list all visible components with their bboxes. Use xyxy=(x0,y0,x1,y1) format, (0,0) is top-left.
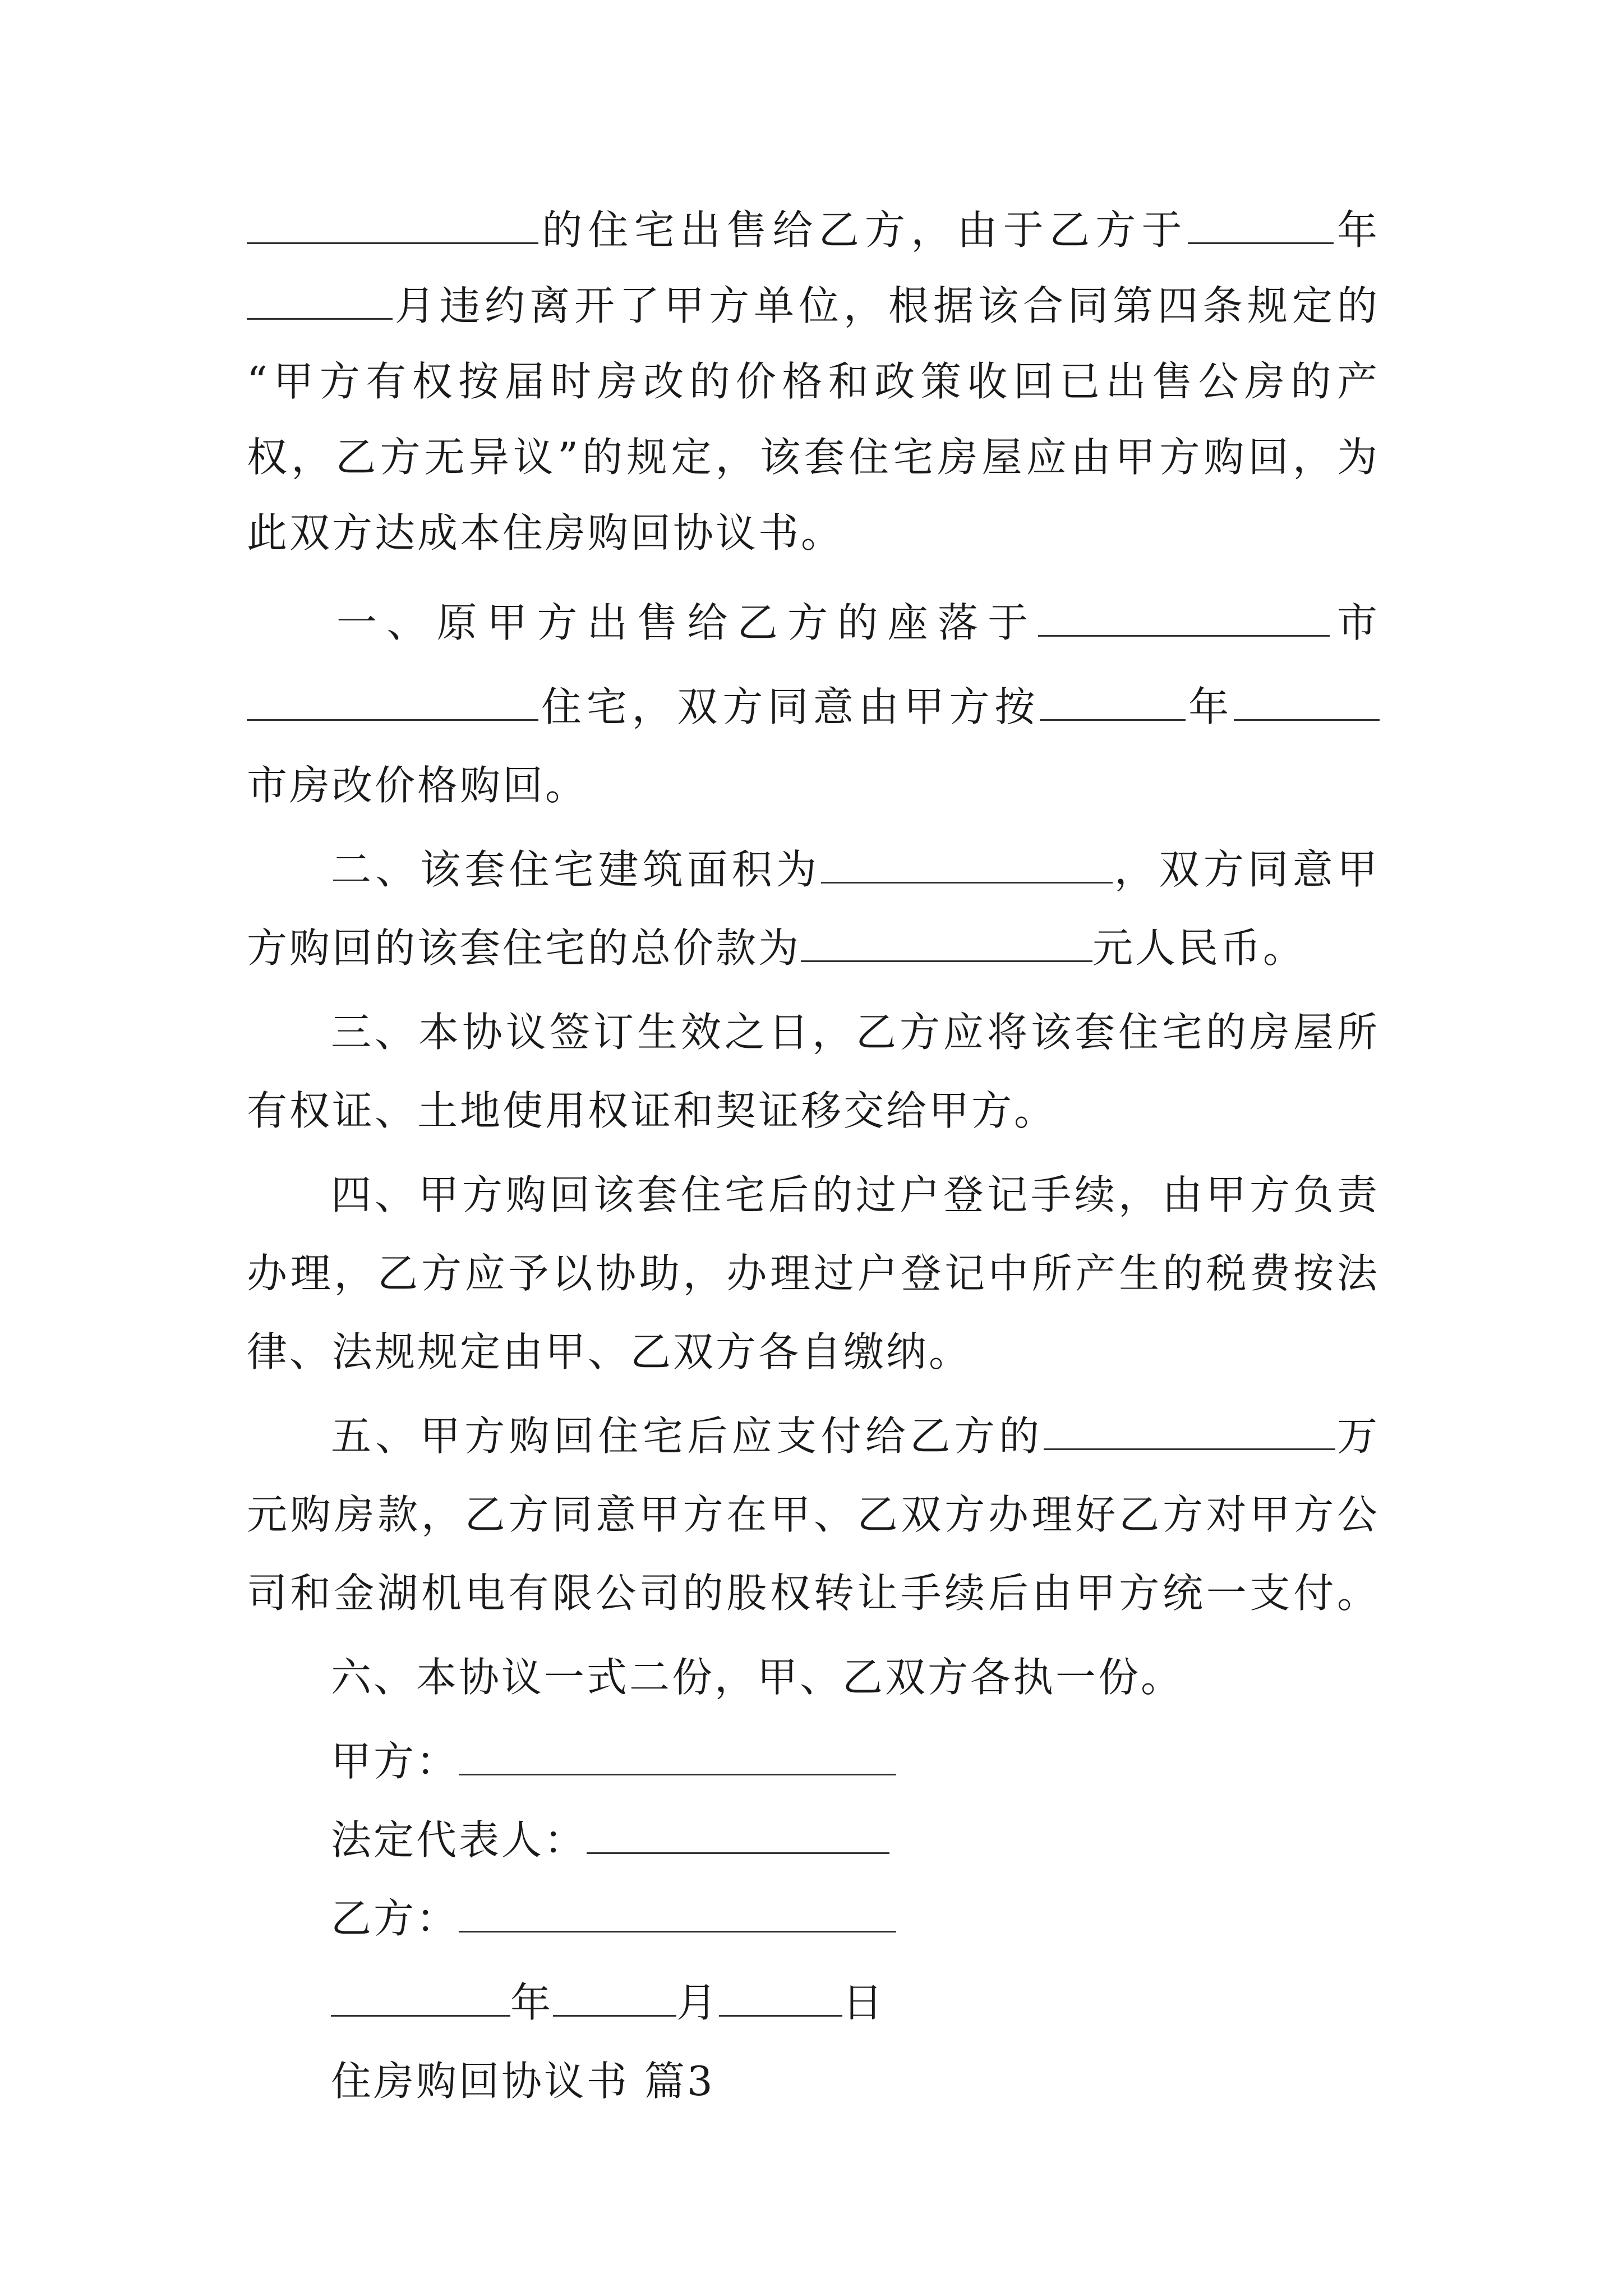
clause3-line-1: 三、本协议签订生效之日，乙方应将该套住宅的房屋所 xyxy=(331,1009,1380,1056)
clause5-line-1: 五、甲方购回住宅后应支付给乙方的 万 xyxy=(331,1397,1380,1475)
clause1-line-2: 住宅，双方同意由甲方按 年 xyxy=(247,668,1380,746)
clause6: 六、本协议一式二份，甲、乙双方各执一份。 xyxy=(331,1654,1184,1701)
party-a-signature-field[interactable] xyxy=(459,1734,896,1775)
legal-rep-signature-field[interactable] xyxy=(587,1813,889,1854)
clause1-line-1: 一、原甲方出售给乙方的座落于 市 xyxy=(336,583,1380,662)
signature-party-a: 甲方： xyxy=(331,1722,896,1801)
blank-field[interactable] xyxy=(1234,680,1380,721)
intro-line-1: 的住宅出售给乙方，由于乙方于 年 xyxy=(247,191,1380,269)
blank-field[interactable] xyxy=(247,680,538,721)
blank-field[interactable] xyxy=(247,279,393,320)
blank-field[interactable] xyxy=(821,843,1113,884)
clause4-line-1: 四、甲方购回该套住宅后的过户登记手续，由甲方负责 xyxy=(331,1171,1380,1218)
blank-field[interactable] xyxy=(1044,1409,1335,1450)
intro-line-3: “甲方有权按届时房改的价格和政策收回已出售公房的产 xyxy=(247,358,1380,405)
blank-field[interactable] xyxy=(801,921,1092,962)
clause2-line-1: 二、该套住宅建筑面积为 ，双方同意甲 xyxy=(331,830,1380,909)
blank-field[interactable] xyxy=(1188,203,1334,244)
intro-line-4: 权，乙方无异议”的规定，该套住宅房屋应由甲方购回，为 xyxy=(247,434,1380,481)
date-month-field[interactable] xyxy=(553,1976,676,2017)
signature-date: 年 月 日 xyxy=(331,1963,885,2042)
date-year-field[interactable] xyxy=(331,1976,510,2017)
signature-legal-rep: 法定代表人： xyxy=(331,1801,889,1879)
clause2-line-2: 方购回的该套住宅的总价款为 元人民币。 xyxy=(247,909,1306,987)
intro-line-5: 此双方达成本住房购回协议书。 xyxy=(247,509,844,556)
clause5-line-3: 司和金湖机电有限公司的股权转让手续后由甲方统一支付。 xyxy=(247,1570,1380,1617)
clause4-line-2: 办理，乙方应予以协助，办理过户登记中所产生的税费按法 xyxy=(247,1250,1380,1297)
date-day-field[interactable] xyxy=(719,1976,842,2017)
blank-field[interactable] xyxy=(1040,680,1186,721)
clause4-line-3: 律、法规规定由甲、乙双方各自缴纳。 xyxy=(247,1328,972,1375)
signature-party-b: 乙方： xyxy=(331,1879,896,1958)
blank-field[interactable] xyxy=(247,203,538,244)
next-section-title: 住房购回协议书 篇3 xyxy=(331,2058,715,2105)
party-b-signature-field[interactable] xyxy=(459,1892,896,1932)
clause5-line-2: 元购房款，乙方同意甲方在甲、乙双方办理好乙方对甲方公 xyxy=(247,1491,1380,1538)
blank-field[interactable] xyxy=(1038,596,1330,637)
clause1-line-3: 市房改价格购回。 xyxy=(247,762,588,809)
clause3-line-2: 有权证、土地使用权证和契证移交给甲方。 xyxy=(247,1087,1057,1134)
intro-line-2: 月违约离开了甲方单位，根据该合同第四条规定的 xyxy=(247,266,1380,345)
